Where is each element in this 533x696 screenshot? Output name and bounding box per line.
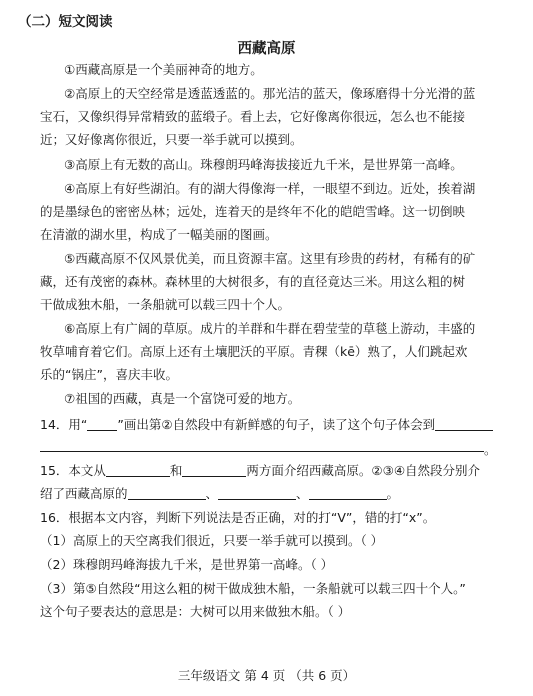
question-14-prefix: 14．用“ xyxy=(40,417,88,432)
question-14 xyxy=(40,415,493,435)
section-title: （二）短文阅读 xyxy=(18,14,113,30)
question-15-prefix: 15．本文从 xyxy=(40,463,106,478)
q15-sep-1: 、 xyxy=(205,486,219,501)
q15-blank-5[interactable] xyxy=(309,486,387,500)
paragraph-2-line-3: 近；又好像离你很近，只要一举手就可以摸到。 xyxy=(40,132,303,147)
q15-blank-2[interactable] xyxy=(182,463,246,477)
question-16-title: 16．根据本文内容，判断下列说法是否正确，对的打“V”，错的打“x”。 xyxy=(40,510,436,525)
paragraph-7-line-1: ⑦祖国的西藏，真是一个富饶可爱的地方。 xyxy=(64,391,301,406)
paragraph-3-line-1: ③高原上有无数的高山。珠穆朗玛峰海拔接近九千米，是世界第一高峰。 xyxy=(64,157,463,172)
paragraph-6-line-2: 牧草哺育着它们。高原上还有土壤肥沃的平原。青稞（kē）熟了，人们跳起欢 xyxy=(40,344,468,359)
paragraph-5-line-3: 干做成独木船，一条船就可以载三四十个人。 xyxy=(40,297,291,312)
question-16-item-1[interactable]: （1）高原上的天空离我们很近，只要一举手就可以摸到。（ ） xyxy=(40,533,384,548)
question-16-item-3-line-1: （3）第⑤自然段“用这么粗的树干做成独木船，一条船就可以载三四十个人。” xyxy=(40,581,466,596)
q14-answer-blank[interactable] xyxy=(435,417,493,431)
paragraph-2-line-1: ②高原上的天空经常是透蓝透蓝的。那光洁的蓝天，像琢磨得十分光滑的蓝 xyxy=(64,86,476,101)
q15-blank-4[interactable] xyxy=(218,486,296,500)
q15-blank-3[interactable] xyxy=(128,486,206,500)
paragraph-4-line-2: 的是墨绿色的密密丛林；远处，连着天的是终年不化的皑皑雪峰。这一切倒映 xyxy=(40,204,466,219)
question-15-text: 两方面介绍西藏高原。②③④自然段分别介 xyxy=(246,463,481,478)
question-16-item-3-line-2[interactable]: 这个句子要表达的意思是：大树可以用来做独木船。（ ） xyxy=(40,604,351,619)
page-footer: 三年级语文 第 4 页 （共 6 页） xyxy=(177,668,356,683)
question-15-cont: 绍了西藏高原的 xyxy=(40,486,128,501)
q14-answer-line[interactable] xyxy=(40,451,484,452)
paragraph-6-line-1: ⑥高原上有广阔的草原。成片的羊群和牛群在碧莹莹的草毯上游动，丰盛的 xyxy=(64,321,476,336)
q15-sep-2: 、 xyxy=(296,486,309,501)
question-16-item-2[interactable]: （2）珠穆朗玛峰海拔九千米，是世界第一高峰。（ ） xyxy=(40,557,334,572)
q15-blank-1[interactable] xyxy=(106,463,170,477)
question-15-and: 和 xyxy=(169,463,183,478)
paragraph-5-line-1: ⑤西藏高原不仅风景优美，而且资源丰富。这里有珍贵的药材，有稀有的矿 xyxy=(64,251,476,266)
paragraph-4-line-1: ④高原上有好些湖泊。有的湖大得像海一样，一眼望不到边。近处，挨着湖 xyxy=(64,181,476,196)
article-title: 西藏高原 xyxy=(237,41,296,57)
q14-mark-blank[interactable] xyxy=(87,417,117,431)
paragraph-1-line-1: ①西藏高原是一个美丽神奇的地方。 xyxy=(64,62,263,77)
question-14-text: ”画出第②自然段中有新鲜感的句子，读了这个句子体会到 xyxy=(117,417,436,432)
paragraph-2-line-2: 宝石，又像织得异常精致的蓝缎子。看上去，它好像离你很远，怎么也不能接 xyxy=(40,109,466,124)
q15-end: 。 xyxy=(386,486,400,501)
paragraph-5-line-2: 藏，还有茂密的森林。森林里的大树很多，有的直径竟达三米。用这么粗的树 xyxy=(40,274,466,289)
q14-end-mark: 。 xyxy=(484,442,497,457)
question-15-line-2 xyxy=(40,484,399,504)
paragraph-4-line-3: 在清澈的湖水里，构成了一幅美丽的图画。 xyxy=(40,227,278,242)
question-15-line-1 xyxy=(40,461,480,481)
paragraph-6-line-3: 乐的“锅庄”，喜庆丰收。 xyxy=(40,367,178,382)
